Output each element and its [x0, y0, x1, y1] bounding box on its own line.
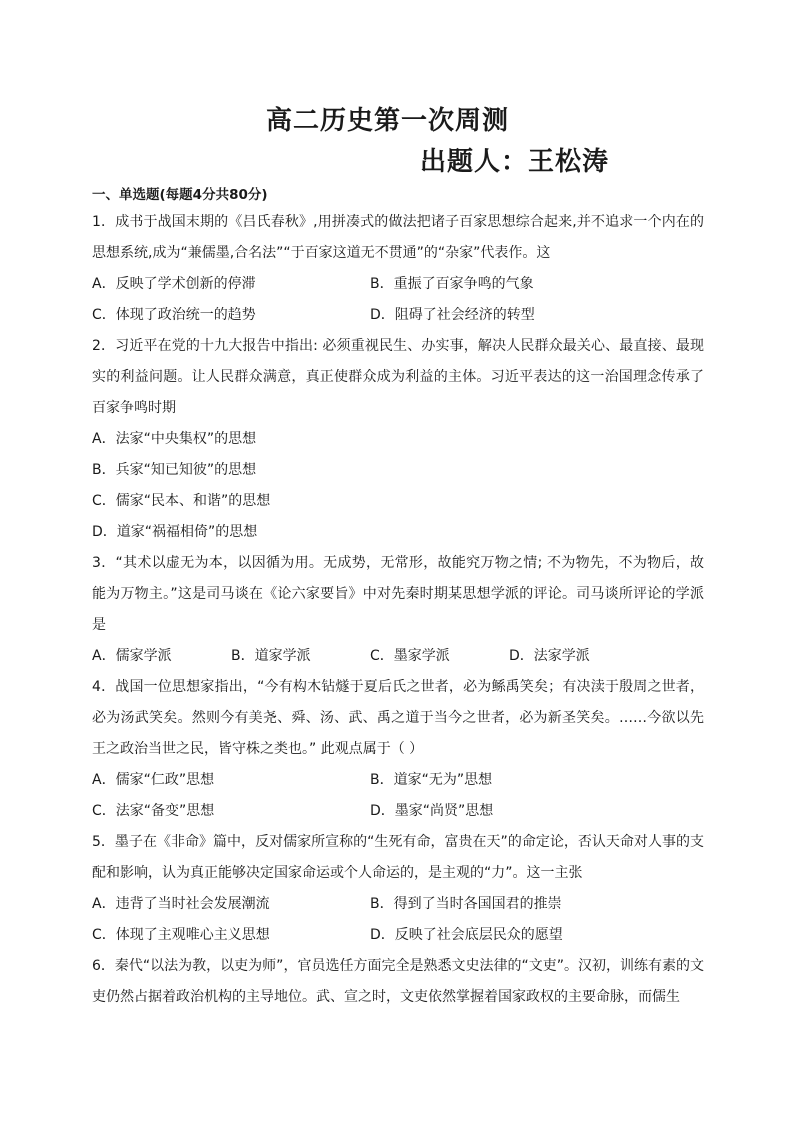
- question-2: [92, 331, 704, 548]
- option-b: B．得到了当时各国国君的推崇: [370, 896, 562, 912]
- question-stem: 1．成书于战国末期的《吕氏春秋》,用拼凑式的做法把诸子百家思想综合起来,并不追求一个内在的思想系统,成为“兼儒墨,合名法”“于百家这道无不贯通”的“杂家”代表作。这: [92, 214, 704, 261]
- option-b: B．兵家“知已知彼”的思想: [92, 462, 257, 478]
- option-c: C．儒家“民本、和谐”的思想: [92, 493, 271, 509]
- option-row: [92, 889, 704, 920]
- option-row: [92, 300, 704, 331]
- option-b: B．道家学派: [231, 648, 311, 664]
- option-c: C．体现了政治统一的趋势: [92, 307, 256, 323]
- option-d: D．阻碍了社会经济的转型: [370, 307, 535, 323]
- option-b: B．重振了百家争鸣的气象: [370, 276, 534, 292]
- option-row: [92, 641, 704, 672]
- option-a: A．违背了当时社会发展潮流: [92, 896, 270, 912]
- question-stem: 6．秦代“以法为教，以吏为师”，官员选任方面完全是熟悉文史法律的“文吏”。汉初，训练有素的文吏仍然占据着政治机构的主导地位。武、宣之时，文吏依然掌握着国家政权的主要命脉，而儒生: [92, 958, 704, 1005]
- option-c: C．法家“备变”思想: [92, 803, 215, 819]
- option-b: B．道家“无为”思想: [370, 772, 493, 788]
- author-line: 出题人：王松涛: [420, 147, 610, 177]
- option-d: D．反映了社会底层民众的愿望: [370, 927, 563, 943]
- question-stem: 3．“其术以虚无为本，以因循为用。无成势，无常形，故能究万物之情; 不为物先，不为物后，故能为万物主。”这是司马谈在《论六家要旨》中对先秦时期某思想学派的评论。司马谈所评论的学派是: [92, 555, 704, 633]
- option-d: D．墨家“尚贤”思想: [370, 803, 494, 819]
- page-title: 高二历史第一次周测: [266, 106, 510, 136]
- option-a: A．儒家“仁政”思想: [92, 772, 215, 788]
- question-stem: 4．战国一位思想家指出，“今有构木钻燧于夏后氏之世者，必为鲧禹笑矣；有决渎于殷周之世者，必为汤武笑矣。然则今有美尧、舜、汤、武、禹之道于当今之世者，必为新圣笑矣。……今欲以先王之政治当世之民，皆守株之类也。” 此观点属于（ ）: [92, 679, 704, 757]
- option-row: [92, 920, 704, 951]
- option-c: C．墨家学派: [370, 648, 450, 664]
- question-3: [92, 548, 704, 672]
- question-list: [92, 183, 704, 1013]
- question-5: [92, 827, 704, 951]
- option-a: A．法家“中央集权”的思想: [92, 431, 257, 447]
- question-6: [92, 951, 704, 1013]
- option-row: [92, 269, 704, 300]
- option-c: C．体现了主观唯心主义思想: [92, 927, 270, 943]
- question-stem: 2．习近平在党的十九大报告中指出: 必须重视民生、办实事，解决人民群众最关心、最直接、最现实的利益问题。让人民群众满意，真正使群众成为利益的主体。习近平表达的这一治国理念传承了百家争鸣时期: [92, 338, 704, 416]
- section-heading: 一、单选题(每题4分共80分): [92, 187, 268, 203]
- option-row: [92, 796, 704, 827]
- question-4: [92, 672, 704, 827]
- option-a: A．反映了学术创新的停滞: [92, 276, 256, 292]
- option-row: [92, 765, 704, 796]
- option-a: A．儒家学派: [92, 648, 172, 664]
- question-stem: 5．墨子在《非命》篇中，反对儒家所宣称的“生死有命，富贵在天”的命定论，否认天命对人事的支配和影响，认为真正能够决定国家命运或个人命运的，是主观的“力”。这一主张: [92, 834, 704, 881]
- option-d: D．法家学派: [509, 648, 590, 664]
- option-d: D．道家“祸福相倚”的思想: [92, 524, 258, 540]
- question-1: [92, 207, 704, 331]
